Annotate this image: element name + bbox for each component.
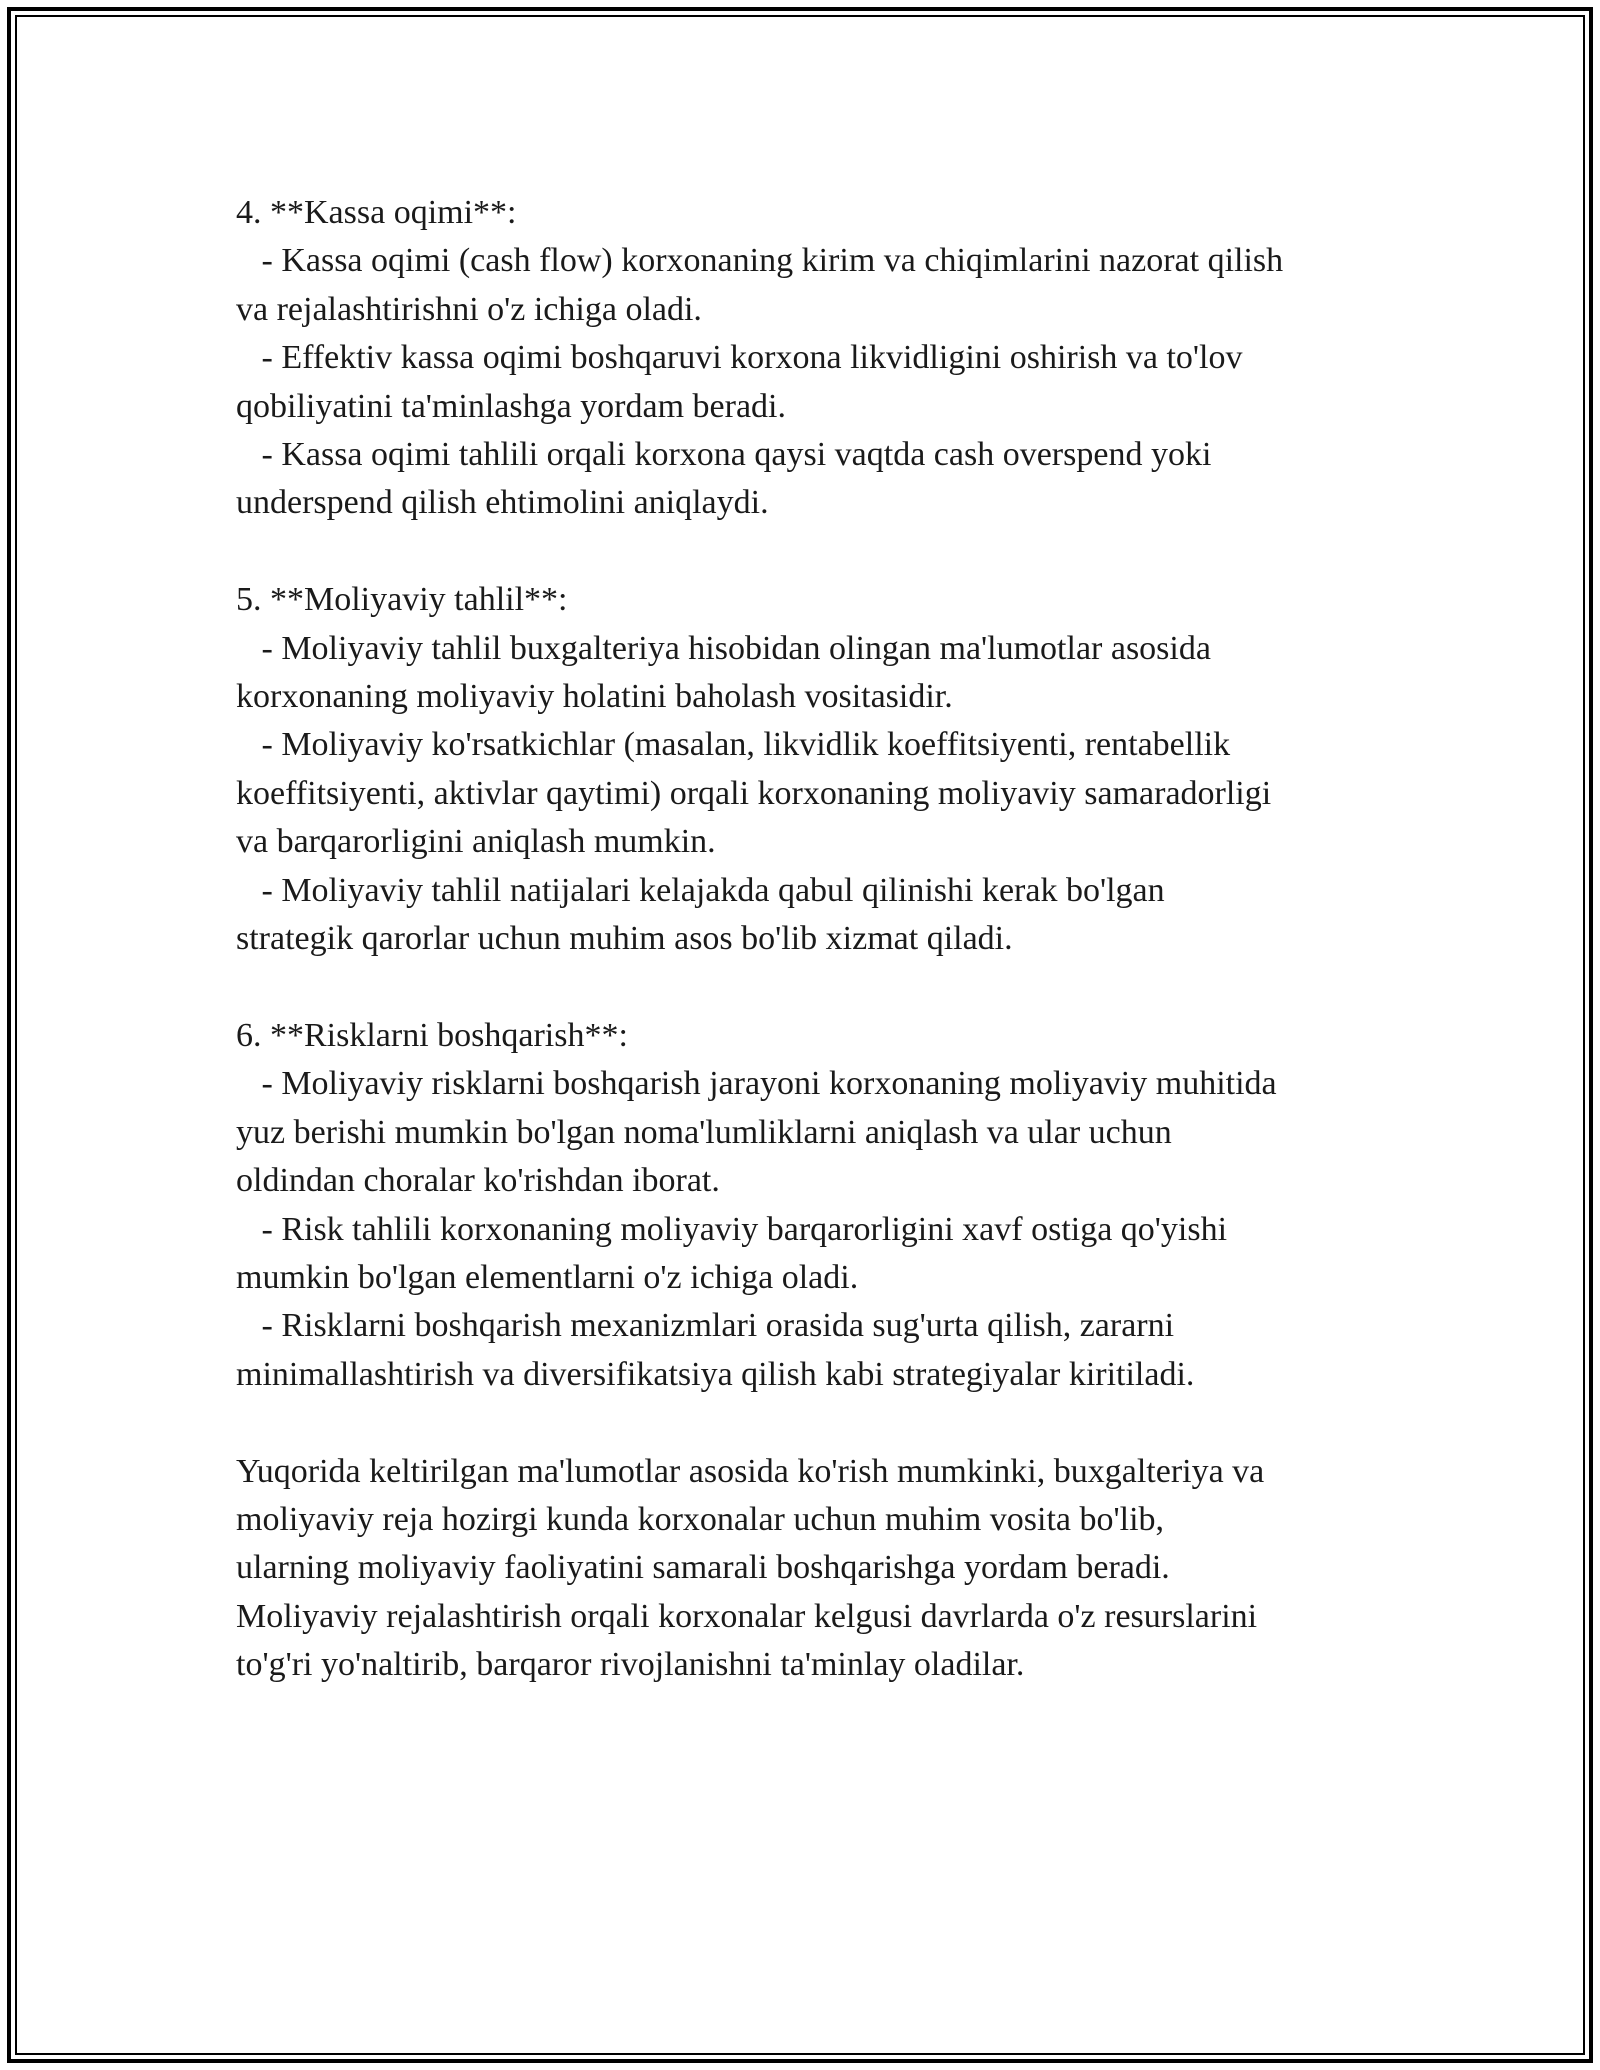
text-line: minimallashtirish va diversifikatsiya qilish kabi strategiyalar kiritiladi. <box>236 1355 1195 1393</box>
text-line: va barqarorligini aniqlash mumkin. <box>236 823 716 861</box>
section-kassa-oqimi <box>236 189 1386 528</box>
bullet-item <box>236 237 1386 334</box>
section-heading: 6. **Risklarni boshqarish**: <box>236 1016 628 1054</box>
text-line: - Moliyaviy ko'rsatkichlar (masalan, likvidlik koeffitsiyenti, rentabellik <box>236 726 1231 764</box>
document-body <box>236 189 1386 1690</box>
text-line: Yuqorida keltirilgan ma'lumotlar asosida ko'rish mumkinki, buxgalteriya va <box>236 1452 1265 1490</box>
bullet-item <box>236 867 1386 964</box>
bullet-item <box>236 625 1386 722</box>
text-line: - Effektiv kassa oqimi boshqaruvi korxona likvidligini oshirish va to'lov <box>236 339 1243 377</box>
text-line: - Moliyaviy tahlil natijalari kelajakda qabul qilinishi kerak bo'lgan <box>236 871 1165 909</box>
text-line: to'g'ri yo'naltirib, barqaror rivojlanishni ta'minlay oladilar. <box>236 1646 1025 1684</box>
text-line: - Kassa oqimi (cash flow) korxonaning kirim va chiqimlarini nazorat qilish <box>236 242 1284 280</box>
conclusion-paragraph <box>236 1448 1386 1690</box>
text-line: korxonaning moliyaviy holatini baholash vositasidir. <box>236 678 953 716</box>
text-line: koeffitsiyenti, aktivlar qaytimi) orqali korxonaning moliyaviy samaradorligi <box>236 774 1272 812</box>
text-line: moliyaviy reja hozirgi kunda korxonalar uchun muhim vosita bo'lib, <box>236 1500 1165 1538</box>
bullet-item <box>236 1206 1386 1303</box>
section-moliyaviy-tahlil <box>236 576 1386 963</box>
text-line: yuz berishi mumkin bo'lgan noma'lumliklarni aniqlash va ular uchun <box>236 1113 1172 1151</box>
text-line: underspend qilish ehtimolini aniqlaydi. <box>236 484 769 522</box>
bullet-item <box>236 1060 1386 1205</box>
section-risklarni-boshqarish <box>236 1012 1386 1399</box>
text-line: - Risklarni boshqarish mexanizmlari orasida sug'urta qilish, zararni <box>236 1307 1175 1345</box>
text-line: - Moliyaviy tahlil buxgalteriya hisobidan olingan ma'lumotlar asosida <box>236 629 1211 667</box>
bullet-item <box>236 431 1386 528</box>
text-line: va rejalashtirishni o'z ichiga oladi. <box>236 290 702 328</box>
section-heading: 4. **Kassa oqimi**: <box>236 194 517 231</box>
text-line: mumkin bo'lgan elementlarni o'z ichiga oladi. <box>236 1258 859 1296</box>
text-line: ularning moliyaviy faoliyatini samarali boshqarishga yordam beradi. <box>236 1549 1170 1587</box>
bullet-item <box>236 1302 1386 1399</box>
text-line: qobiliyatini ta'minlashga yordam beradi. <box>236 387 786 425</box>
text-line: oldindan choralar ko'rishdan iborat. <box>236 1162 720 1200</box>
bullet-item <box>236 721 1386 866</box>
section-heading: 5. **Moliyaviy tahlil**: <box>236 581 568 619</box>
text-line: - Moliyaviy risklarni boshqarish jarayoni korxonaning moliyaviy muhitida <box>236 1065 1277 1103</box>
text-line: - Risk tahlili korxonaning moliyaviy barqarorligini xavf ostiga qo'yishi <box>236 1210 1228 1248</box>
text-line: strategik qarorlar uchun muhim asos bo'lib xizmat qiladi. <box>236 920 1013 958</box>
text-line: Moliyaviy rejalashtirish orqali korxonalar kelgusi davrlarda o'z resurslarini <box>236 1597 1258 1635</box>
text-line: - Kassa oqimi tahlili orqali korxona qaysi vaqtda cash overspend yoki <box>236 436 1212 474</box>
bullet-item <box>236 334 1386 431</box>
